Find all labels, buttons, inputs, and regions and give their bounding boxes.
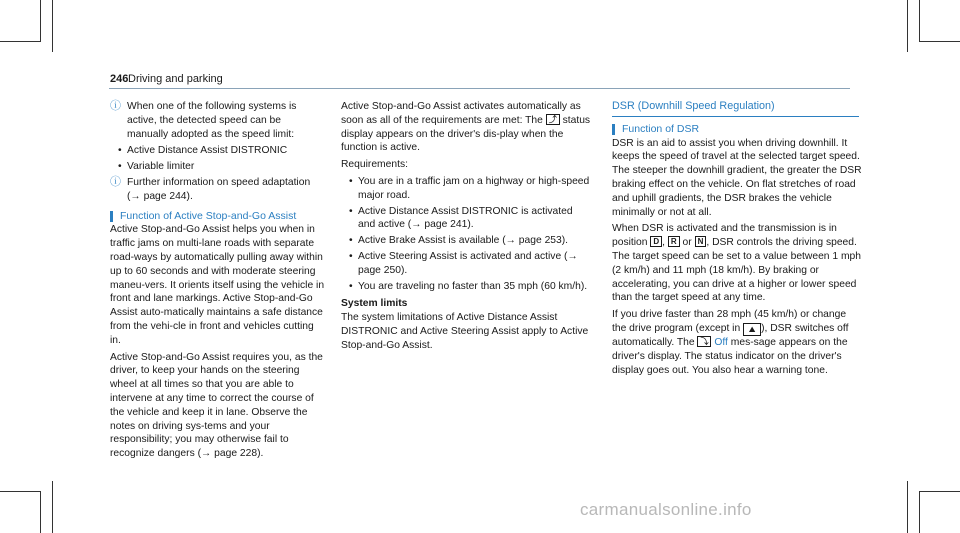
paragraph-text: ), DSR switches off automatically. The [612,322,849,348]
paragraph: When DSR is activated and the transmission is in position D , R or N , DSR controls the driving speed. The target speed can be set to a value between 1 mph (2 km/h) and 11 mph (18 km/h). By braking or accelerating, you can drive at a higher or lower speed than the target speed at any time. [612,223,862,304]
paragraph: The system limitations of Active Distance Assist DISTRONIC and Active Steering Assist apply to Active Stop-and-Go Assist. [341,312,589,351]
paragraph: Active Stop-and-Go Assist requires you, as the driver, to keep your hands on the steering wheel at all times so that you are able to intervene at any time to correct the course of the vehicle and keep it in lane. Observe the notes on driving sys-tems and your responsibility; you may otherwise fail to recognize dangers (→ page 228). [110,351,323,460]
watermark: carmanualsonline.info [580,500,752,519]
chapter-title: DSR (Downhill Speed Regulation) [612,100,859,117]
info-icon: ⓘ [110,100,121,112]
paragraph-text: If you drive faster than 28 mph (45 km/h) or change the drive program (except in [612,309,847,334]
crop-mark [919,491,920,533]
list-item: • Active Distance Assist DISTRONIC is activated and active (→ page 241). [349,205,573,231]
gear-r-icon: R [668,236,680,247]
section-heading [110,210,325,224]
list-item: • Variable limiter [118,161,195,173]
paragraph [612,308,862,377]
crop-mark [919,0,920,42]
paragraph-text: Active Stop-and-Go Assist activates automatically as soon as all of the requirements are met: The [341,101,581,126]
page-number: 246 [110,73,129,85]
list-item: • You are in a traffic jam on a highway or high-speed major road. [349,175,590,201]
info-icon: ⓘ [110,175,121,188]
note [110,176,325,204]
list-item-text: Active Distance Assist DISTRONIC [127,145,288,157]
header-rule [109,88,850,89]
list-item-text: You are traveling no faster than 35 mph (60 km/h). [358,280,588,292]
list-item: • Active Distance Assist DISTRONIC [118,145,288,157]
crop-mark [52,481,53,533]
list-item: • Active Brake Assist is available (→ page 253). [349,235,569,247]
note-text: Further information on speed adaptation (→ page 244). [127,176,311,202]
paragraph: Active Stop-and-Go Assist helps you when in traffic jams on multi-lane roads with separate road-ways by automatically pulling away within up to 60 seconds and with moderate steering maneu-vers. It orients itself using the vehicle in front and lane markings. Active Stop-and-Go Assist auto-matically maintains a safe distance from the vehi-cle in front and vehicles cutting in. [110,224,325,346]
crop-mark [40,0,41,42]
subheading: System limits [341,298,408,310]
list-item-text: Active Brake Assist is available (→ page 253). [358,235,569,247]
list-item-text: Active Steering Assist is activated and active (→ page 250). [358,250,578,276]
crop-mark [52,0,53,52]
offroad-program-icon: ⛰ [743,323,761,336]
off-label: Off [714,336,728,348]
list-item-text: Active Distance Assist DISTRONIC is activated and active (→ page 241). [358,205,573,231]
gear-d-icon: D [650,236,662,247]
crop-mark [40,491,41,533]
section-heading-text: Function of DSR [622,122,700,135]
paragraph-text: mes-sage appears on the driver's display. The status indicator on the driver's display goes out. You also hear a warning tone. [612,336,848,376]
paragraph: DSR is an aid to assist you when driving downhill. It keeps the speed of travel at the selected target speed. The steeper the downhill gradient, the greater the DSR braking effect on the vehicle. On flat stretches of road and uphill gradients, the DSR brakes the vehicle minimally or not at all. [612,137,862,218]
note [110,100,325,141]
paragraph-text: status display appears on the driver's dis-play when the function is active. [341,114,591,154]
section-heading-text: Function of Active Stop-and-Go Assist [120,209,297,222]
crop-mark [0,41,41,42]
column-3 [612,100,862,380]
note-text: When one of the following systems is active, the detected speed can be manually adopted as the speed limit: [127,101,297,140]
running-header: Driving and parking [128,73,223,85]
crop-mark [0,491,41,492]
column-1 [110,100,325,464]
paragraph-text: When DSR is activated and the transmission is in position [612,223,837,249]
steering-assist-icon: ⤴ [546,114,560,125]
crop-mark [919,41,960,42]
list-item: • You are traveling no faster than 35 mph (60 km/h). [349,280,588,292]
dsr-icon: ⤵ [697,336,711,347]
list-item: • Active Steering Assist is activated and active (→ page 250). [349,250,578,276]
gear-n-icon: N [695,236,707,247]
column-2 [341,100,591,356]
crop-mark [907,0,908,52]
paragraph-text: , DSR controls the driving speed. The target speed can be set to a value between 1 mph (2 km/h) and 11 mph (18 km/h). By braking or accelerating, you can drive at a higher or lower speed than the target speed at any time. [612,237,862,304]
crop-mark [919,491,960,492]
paragraph [341,100,591,155]
section-heading [612,123,862,137]
list-item-text: Variable limiter [127,161,195,173]
list-item-text: You are in a traffic jam on a highway or high-speed major road. [358,175,590,201]
requirements-label: Requirements: [341,159,408,171]
crop-mark [907,481,908,533]
